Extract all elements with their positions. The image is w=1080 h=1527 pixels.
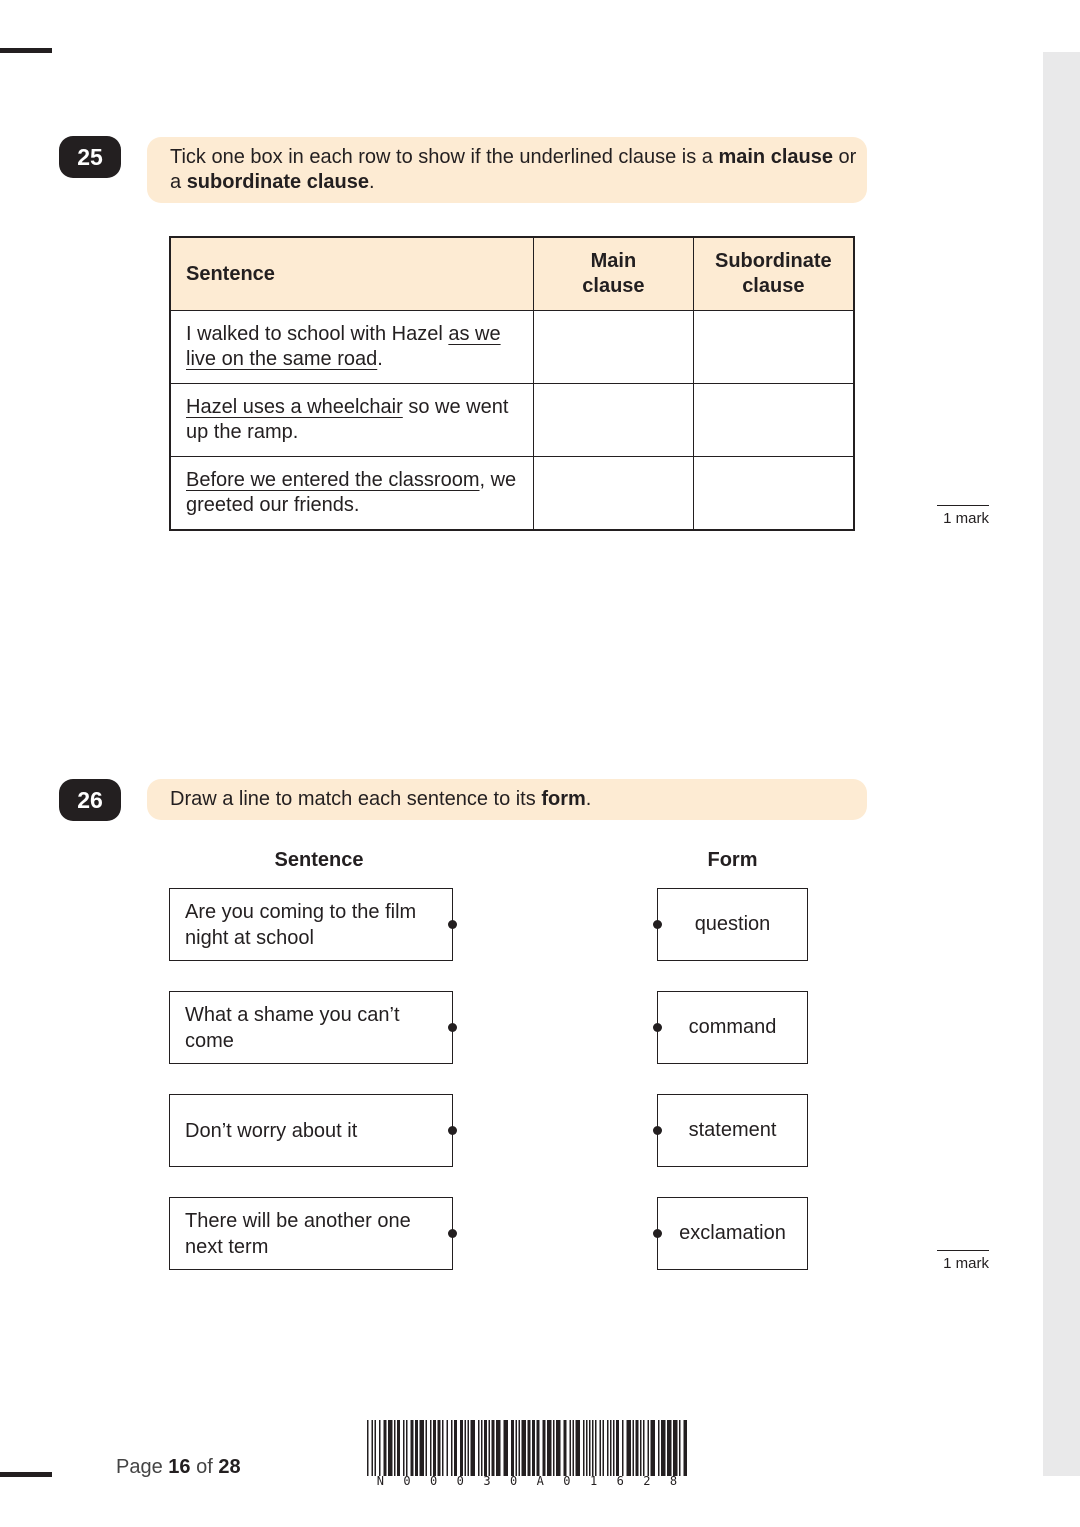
crop-mark-bottom [0, 1472, 52, 1477]
sentence-connector-dot-1[interactable] [448, 920, 457, 929]
instruction-text: . [585, 788, 592, 810]
instruction-text: . [368, 171, 375, 193]
underlined-clause: Before we entered the classroom [186, 469, 480, 491]
barcode-character: 0 [430, 1474, 438, 1488]
sentence-connector-dot-3[interactable] [448, 1126, 457, 1135]
barcode-character: 6 [616, 1474, 624, 1488]
sentence-cell: Before we entered the classroom, we greeted our friends. [170, 457, 534, 531]
underlined-clause: as we live on the same road [186, 323, 501, 370]
form-connector-dot-1[interactable] [653, 920, 662, 929]
barcode-character: A [536, 1474, 544, 1488]
barcode-text [367, 1474, 687, 1488]
tick-box-main-clause-2[interactable] [534, 384, 693, 457]
header-subordinate-clause: Subordinate clause [693, 237, 854, 311]
barcode-character: 2 [643, 1474, 651, 1488]
sentence-cell: Hazel uses a wheelchair so we went up the ramp. [170, 384, 534, 457]
question-number-25: 25 [59, 136, 121, 178]
instruction-bold-subordinate-clause: subordinate clause [186, 171, 369, 193]
barcode-character: 3 [483, 1474, 491, 1488]
barcode-character: 0 [563, 1474, 571, 1488]
mark-label-26: 1 mark [937, 1250, 989, 1272]
form-box-statement: statement [657, 1094, 808, 1167]
page-number: Page 16 of 28 [116, 1456, 241, 1478]
instruction-text: Tick one box in each row to show if the underlined clause is a [170, 146, 719, 168]
form-connector-dot-3[interactable] [653, 1126, 662, 1135]
underlined-clause: Hazel uses a wheelchair [186, 396, 403, 418]
tick-box-subordinate-clause-2[interactable] [693, 384, 854, 457]
form-box-command: command [657, 991, 808, 1064]
question-26-instruction [147, 779, 867, 820]
column-heading-form: Form [707, 849, 758, 871]
instruction-text: Draw a line to match each sentence to its [170, 788, 542, 810]
crop-mark-top [0, 48, 52, 53]
sentence-box-3: Don’t worry about it [169, 1094, 453, 1167]
header-main-clause: Main clause [534, 237, 693, 311]
barcode-character: 0 [509, 1474, 518, 1488]
barcode-character: 0 [403, 1474, 411, 1488]
table-row [170, 384, 854, 457]
question-25-instruction [147, 137, 867, 203]
tick-box-subordinate-clause-1[interactable] [693, 311, 854, 384]
table-row [170, 457, 854, 531]
barcode-character: 1 [589, 1474, 598, 1488]
instruction-bold-form: form [541, 788, 586, 810]
form-connector-dot-2[interactable] [653, 1023, 662, 1032]
sentence-box-4: There will be another one next term [169, 1197, 453, 1270]
sentence-cell: I walked to school with Hazel as we live on the same road. [170, 311, 534, 384]
barcode-character: 0 [456, 1474, 464, 1488]
sentence-box-2: What a shame you can’t come [169, 991, 453, 1064]
instruction-bold-main-clause: main clause [718, 146, 833, 168]
form-box-exclamation: exclamation [657, 1197, 808, 1270]
tick-box-main-clause-3[interactable] [534, 457, 693, 531]
tick-box-subordinate-clause-3[interactable] [693, 457, 854, 531]
tick-box-main-clause-1[interactable] [534, 311, 693, 384]
header-sentence: Sentence [170, 237, 534, 311]
barcode-character: 8 [669, 1474, 678, 1488]
form-connector-dot-4[interactable] [653, 1229, 662, 1238]
mark-label-25: 1 mark [937, 505, 989, 527]
sentence-connector-dot-4[interactable] [448, 1229, 457, 1238]
instruction-text: or a [170, 146, 857, 193]
sentence-box-1: Are you coming to the film night at school [169, 888, 453, 961]
column-heading-sentence: Sentence [274, 849, 364, 871]
table-row [170, 311, 854, 384]
page-margin-strip [1043, 52, 1080, 1476]
clause-table [169, 236, 855, 531]
question-number-26: 26 [59, 779, 121, 821]
sentence-connector-dot-2[interactable] [448, 1023, 457, 1032]
barcode-character: N [376, 1474, 384, 1488]
form-box-question: question [657, 888, 808, 961]
barcode-icon [367, 1420, 687, 1476]
